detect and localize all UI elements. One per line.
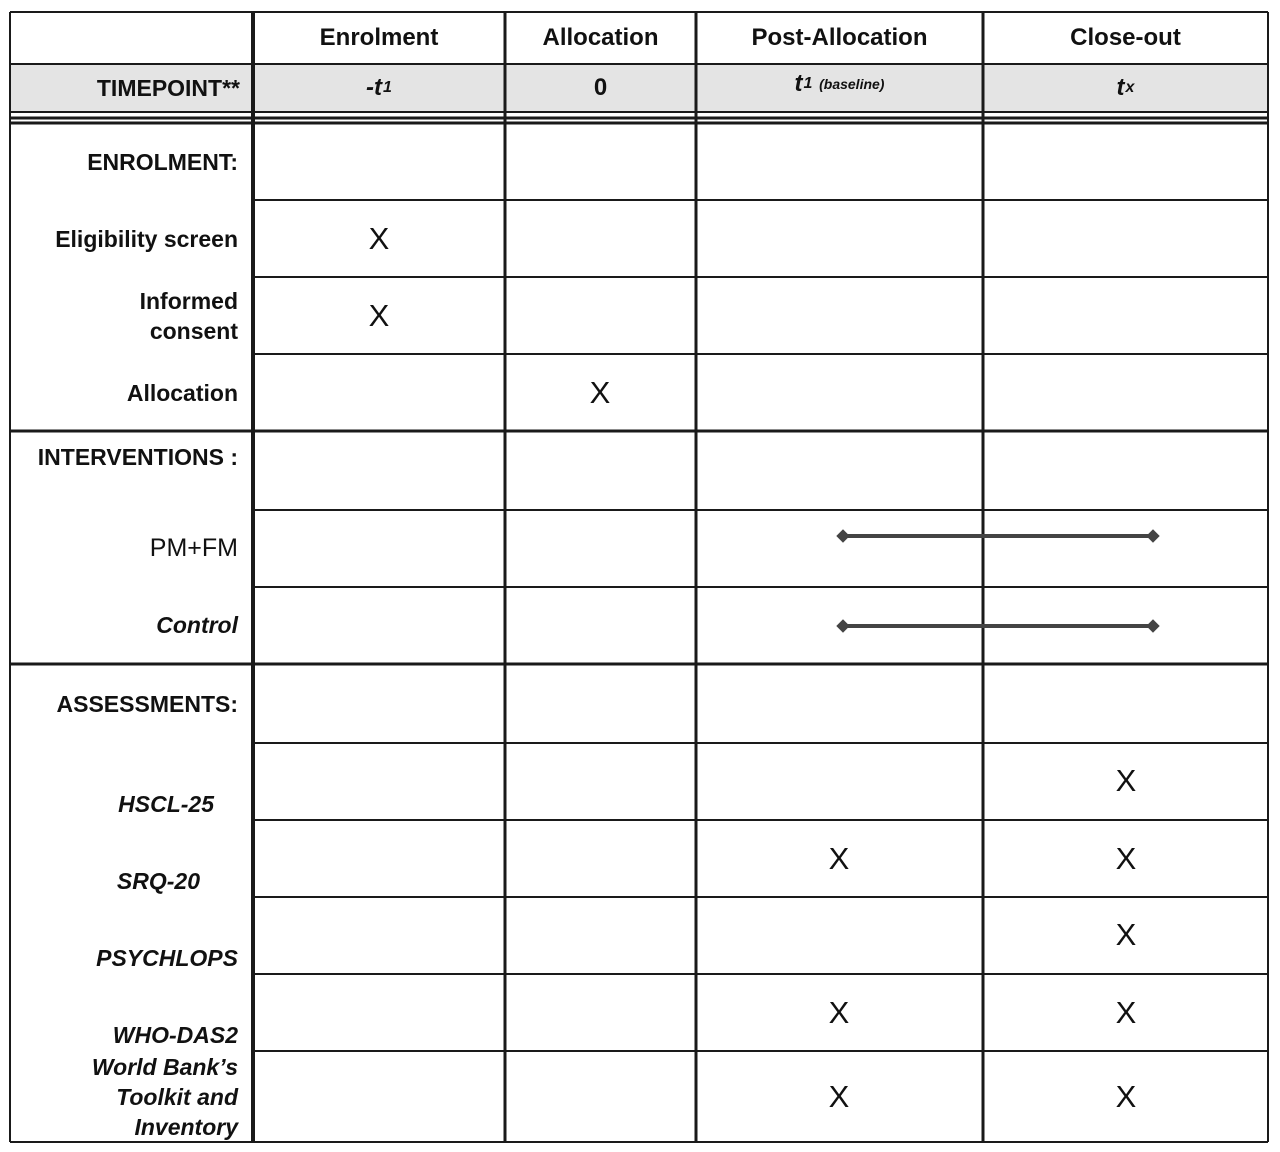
- header-allocation: Allocation: [542, 24, 659, 51]
- timepoint-post-allocation: [698, 60, 981, 108]
- timepoint-enrolment-main: -t: [366, 74, 383, 101]
- timepoint-allocation: [507, 64, 694, 112]
- mark-whodas-close-out: X: [1115, 995, 1137, 1030]
- mark-consent-enrolment: X: [368, 298, 390, 333]
- mark-worldbank-close-out: X: [1115, 1079, 1137, 1114]
- row-label-pmfm: PM+FM: [149, 534, 238, 562]
- section-title-enrolment: ENROLMENT:: [87, 149, 238, 175]
- row-label-hscl25: HSCL-25: [118, 791, 214, 817]
- mark-psychlops-close-out: X: [1115, 917, 1137, 952]
- mark-allocation-allocation: X: [589, 375, 611, 410]
- timepoint-close-out-main: t: [1116, 74, 1125, 101]
- timepoint-allocation-main: 0: [593, 74, 608, 101]
- row-label-informed-consent: Informed consent: [139, 288, 238, 344]
- row-label-whodas2: WHO-DAS2: [112, 1022, 238, 1048]
- section-title-interventions: INTERVENTIONS :: [37, 444, 238, 470]
- mark-hscl-close-out: X: [1115, 763, 1137, 798]
- row-label-allocation: Allocation: [126, 380, 238, 406]
- timepoint-close-out: [985, 64, 1266, 112]
- header-close-out: Close-out: [1070, 24, 1181, 51]
- timepoint-enrolment: [255, 64, 503, 112]
- timepoint-enrolment-sub: 1: [383, 79, 392, 96]
- mark-worldbank-post-allocation: X: [828, 1079, 850, 1114]
- mark-eligibility-enrolment: X: [368, 221, 390, 256]
- timepoint-label: TIMEPOINT**: [96, 75, 240, 101]
- row-label-srq20: SRQ-20: [116, 868, 200, 894]
- timepoint-close-out-sub: x: [1125, 79, 1135, 96]
- row-label-psychlops: PSYCHLOPS: [96, 945, 238, 971]
- header-enrolment: Enrolment: [319, 24, 439, 51]
- row-label-eligibility-screen: Eligibility screen: [55, 226, 238, 252]
- pmfm-duration-bar: [837, 530, 1159, 542]
- mark-srq-post-allocation: X: [828, 841, 850, 876]
- control-duration-bar: [837, 620, 1159, 632]
- section-title-assessments: ASSESSMENTS:: [56, 691, 238, 717]
- mark-srq-close-out: X: [1115, 841, 1137, 876]
- row-label-control: Control: [156, 612, 238, 638]
- timepoint-post-allocation-extra: (baseline): [819, 76, 885, 92]
- mark-whodas-post-allocation: X: [828, 995, 850, 1030]
- header-post-allocation: Post-Allocation: [751, 24, 928, 51]
- timepoint-post-allocation-sub: 1: [803, 75, 813, 92]
- timepoint-post-allocation-main: t: [794, 70, 803, 97]
- row-label-world-bank-toolkit: World Bank’s Toolkit and Inventory: [91, 1054, 238, 1140]
